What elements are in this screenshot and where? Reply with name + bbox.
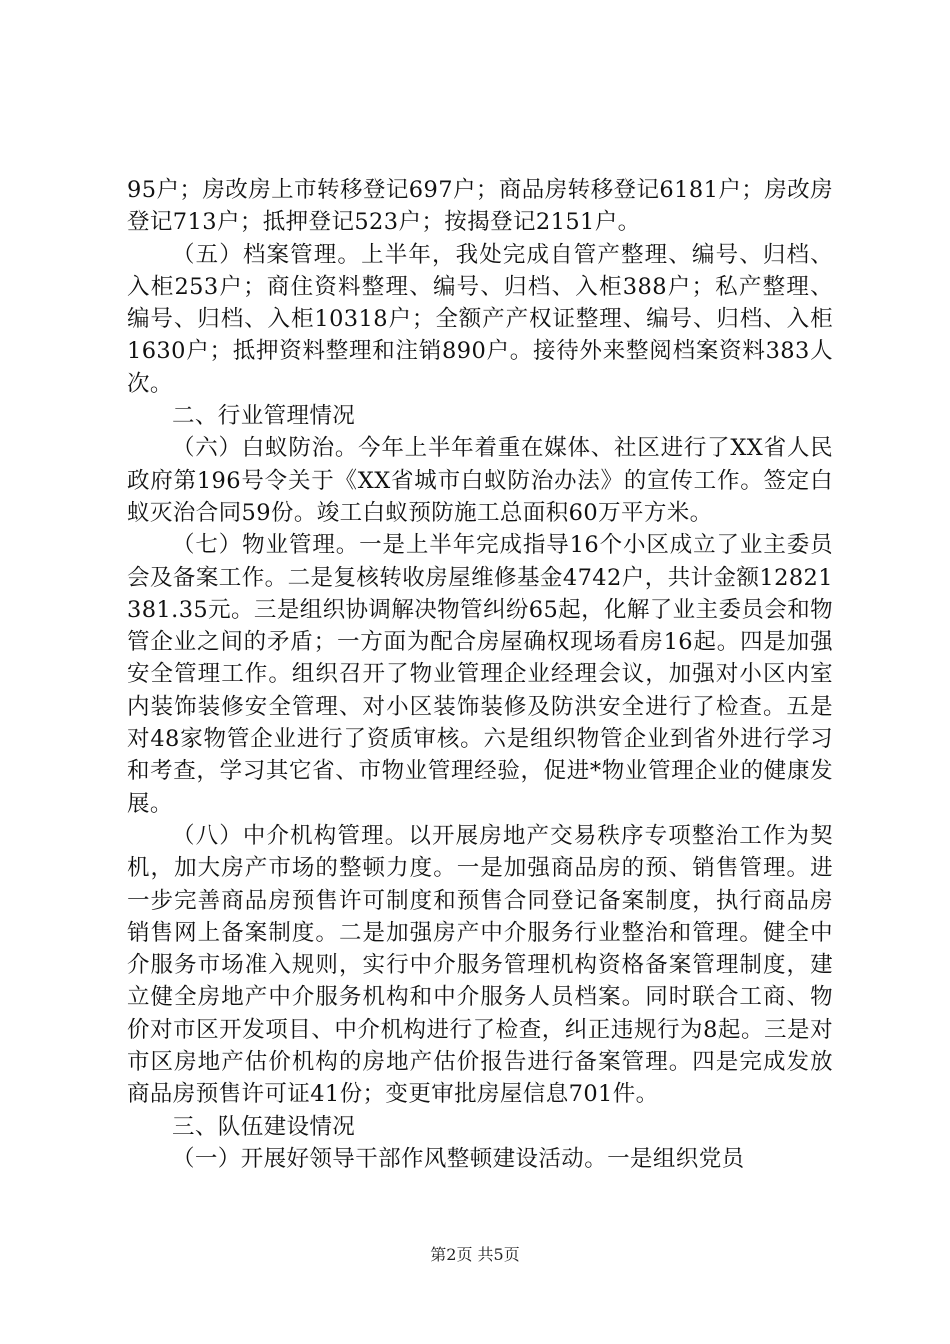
paragraph-property-management: （七）物业管理。一是上半年完成指导16个小区成立了业主委员会及备案工作。二是复核转收房屋维修基金4742户，共计金额12821381.35元。三是组织协调解决物管纠纷65起，化解了业主委员会和物管企业之间的矛盾；一方面为配合房屋确权现场看房16起。四是加强安全管理工作。组织召开了物业管理企业经理会议，加强对小区内室内装饰装修安全管理、对小区装饰装修及防洪安全进行了检查。五是对48家物管企业进行了资质审核。六是组织物管企业到省外进行学习和考查，学习其它省、市物业管理经验，促进*物业管理企业的健康发展。 bbox=[127, 532, 833, 817]
paragraph-registration-stats: 95户；房改房上市转移登记697户；商品房转移登记6181户；房改房登记713户；抵押登记523户；按揭登记2151户。 bbox=[127, 177, 833, 236]
paragraph-archive-management: （五）档案管理。上半年，我处完成自管产整理、编号、归档、入柜253户；商住资料整理、编号、归档、入柜388户；私产整理、编号、归档、入柜10318户；全额产产权证整理、编号、归档、入柜1630户；抵押资料整理和注销890户。接待外来整阅档案资料383人次。 bbox=[127, 241, 833, 397]
paragraph-termite-control: （六）白蚁防治。今年上半年着重在媒体、社区进行了XX省人民政府第196号令关于《XX省城市白蚁防治办法》的宣传工作。签定白蚁灭治合同59份。竣工白蚁预防施工总面积60万平方米。 bbox=[127, 435, 833, 526]
document-body bbox=[127, 174, 833, 1175]
section-heading-industry-management: 二、行业管理情况 bbox=[172, 403, 356, 430]
paragraph-cadre-rectification: （一）开展好领导干部作风整顿建设活动。一是组织党员 bbox=[172, 1145, 745, 1172]
section-heading-team-building: 三、队伍建设情况 bbox=[172, 1113, 356, 1140]
paragraph-agency-management: （八）中介机构管理。以开展房地产交易秩序专项整治工作为契机，加大房产市场的整顿力度。一是加强商品房的预、销售管理。进一步完善商品房预售许可制度和预售合同登记备案制度，执行商品房销售网上备案制度。二是加强房产中介服务行业整治和管理。健全中介服务市场准入规则，实行中介服务管理机构资格备案管理制度，建立健全房地产中介服务机构和中介服务人员档案。同时联合工商、物价对市区开发项目、中介机构进行了检查，纠正违规行为8起。三是对市区房地产估价机构的房地产估价报告进行备案管理。四是完成发放商品房预售许可证41份；变更审批房屋信息701件。 bbox=[127, 822, 833, 1108]
page-number-footer: 第2页 共5页 bbox=[430, 1245, 520, 1264]
